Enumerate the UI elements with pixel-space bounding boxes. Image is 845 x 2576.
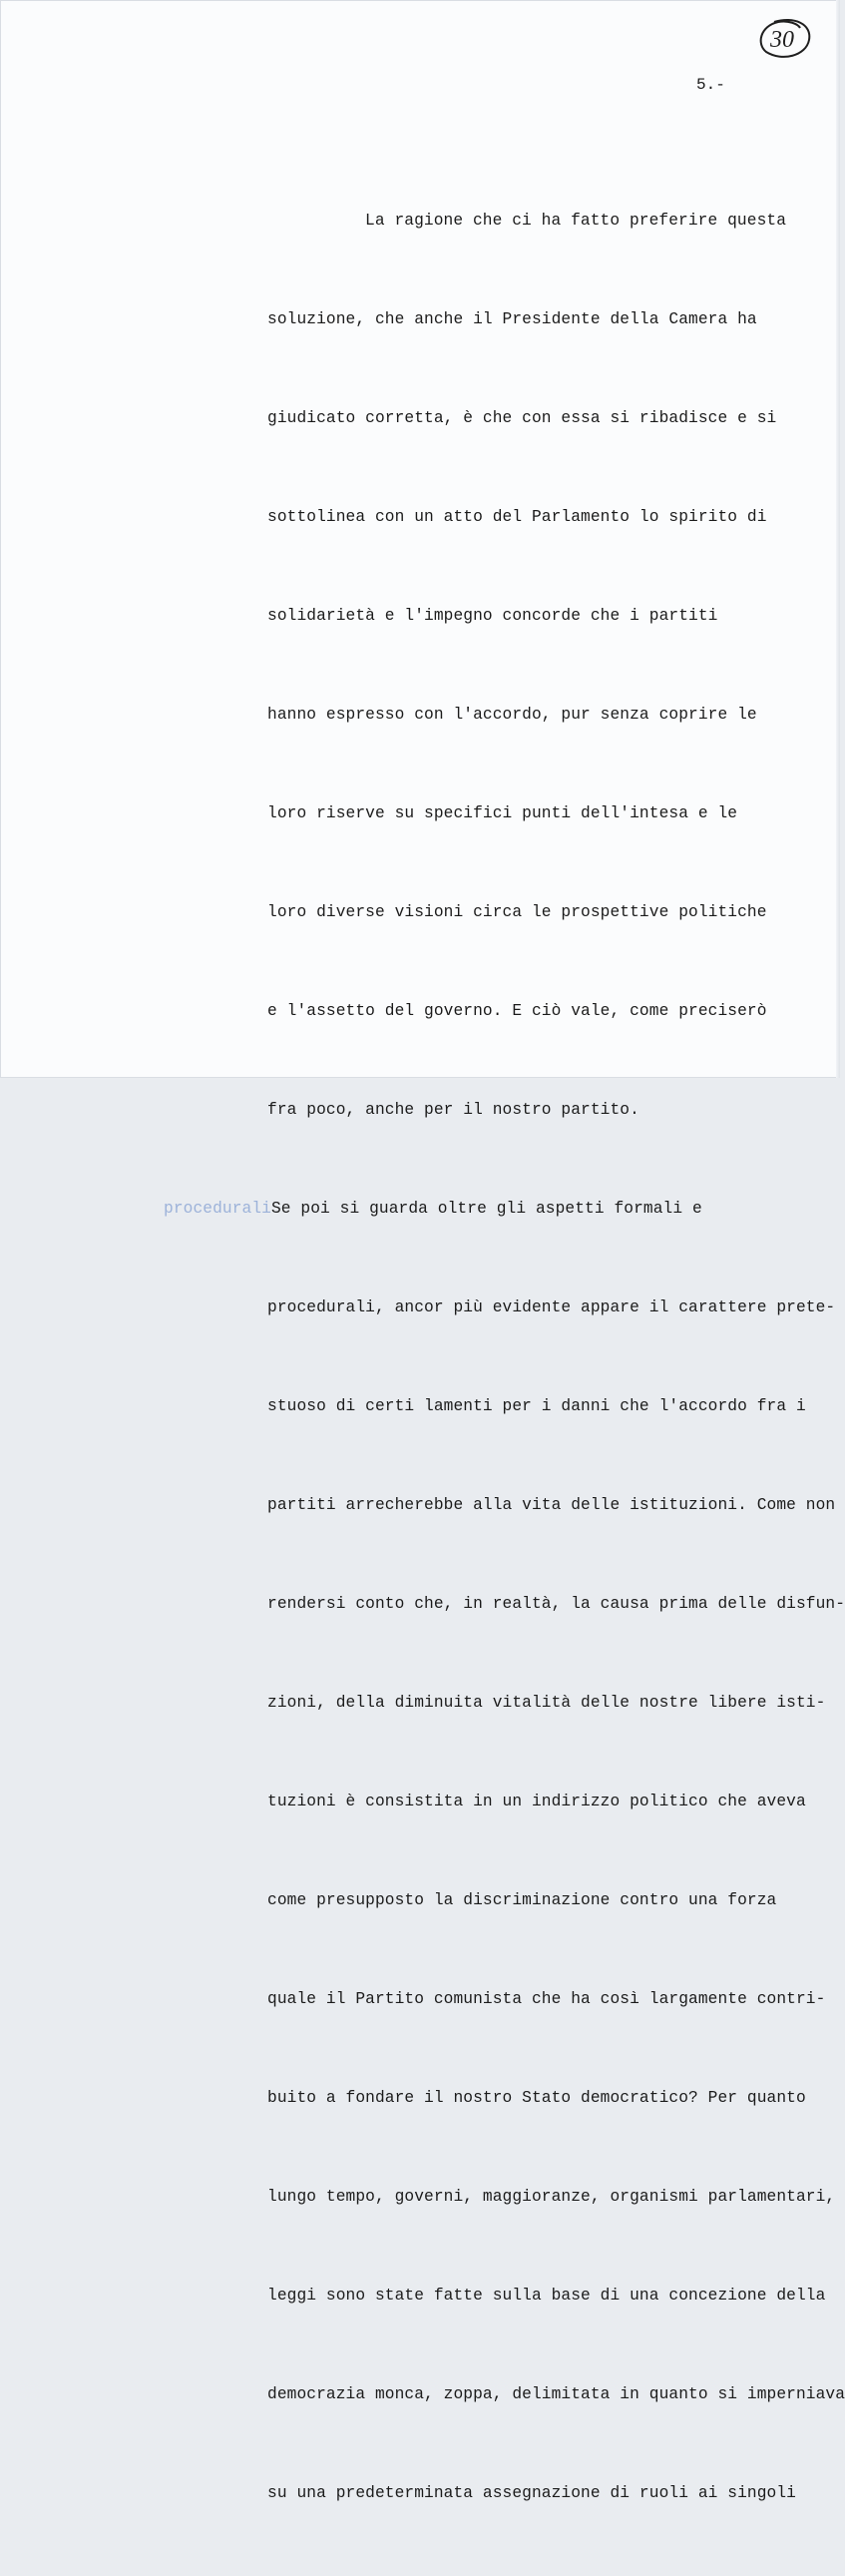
- ghost-word: procedurali: [164, 1200, 271, 1218]
- text-line: su una predeterminata assegnazione di ruoli ai singoli: [267, 2484, 796, 2502]
- text-line: rendersi conto che, in realtà, la causa prima delle disfun-: [267, 1595, 845, 1613]
- text-line: e l'assetto del governo. E ciò vale, come preciserò: [267, 1002, 767, 1020]
- text-line: sottolinea con un atto del Parlamento lo spirito di: [267, 508, 767, 526]
- text-line: leggi sono state fatte sulla base di una concezione della: [267, 2287, 826, 2305]
- text-line: democrazia monca, zoppa, delimitata in quanto si imperniava: [267, 2385, 845, 2403]
- page-stamp: [754, 16, 814, 62]
- text-line: loro riserve su specifici punti dell'intesa e le: [267, 804, 738, 822]
- text-line: quale il Partito comunista che ha così largamente contri-: [267, 1990, 826, 2008]
- page-edge: [836, 0, 840, 1078]
- circled-number-stamp: [754, 16, 814, 62]
- text-line: partiti arrecherebbe alla vita delle istituzioni. Come non: [267, 1496, 836, 1514]
- text-line: proceduraliSe poi si guarda oltre gli aspetti formali e: [164, 1200, 702, 1218]
- text-line: giudicato corretta, è che con essa si ribadisce e si: [267, 409, 777, 427]
- text-line: soluzione, che anche il Presidente della Camera ha: [267, 310, 757, 328]
- text-line: hanno espresso con l'accordo, pur senza coprire le: [267, 706, 757, 724]
- stamp-number: 30: [770, 27, 794, 53]
- text-line: tuzioni è consistita in un indirizzo politico che aveva: [267, 1793, 806, 1810]
- text-line: lungo tempo, governi, maggioranze, organismi parlamentari,: [267, 2188, 836, 2206]
- document-body: [164, 139, 845, 2576]
- text-line: zioni, della diminuita vitalità delle nostre libere isti-: [267, 1694, 826, 1712]
- text-line: buito a fondare il nostro Stato democratico? Per quanto: [267, 2089, 806, 2107]
- page-number: 5.-: [696, 76, 725, 94]
- text-line: fra poco, anche per il nostro partito.: [267, 1101, 639, 1119]
- text-line: stuoso di certi lamenti per i danni che l'accordo fra i: [267, 1397, 806, 1415]
- text-line: loro diverse visioni circa le prospettive politiche: [267, 903, 767, 921]
- text-line: come presupposto la discriminazione contro una forza: [267, 1891, 777, 1909]
- text-line: procedurali, ancor più evidente appare il carattere prete-: [267, 1298, 836, 1316]
- text-line: solidarietà e l'impegno concorde che i partiti: [267, 607, 718, 625]
- text-line: La ragione che ci ha fatto preferire questa: [365, 212, 787, 230]
